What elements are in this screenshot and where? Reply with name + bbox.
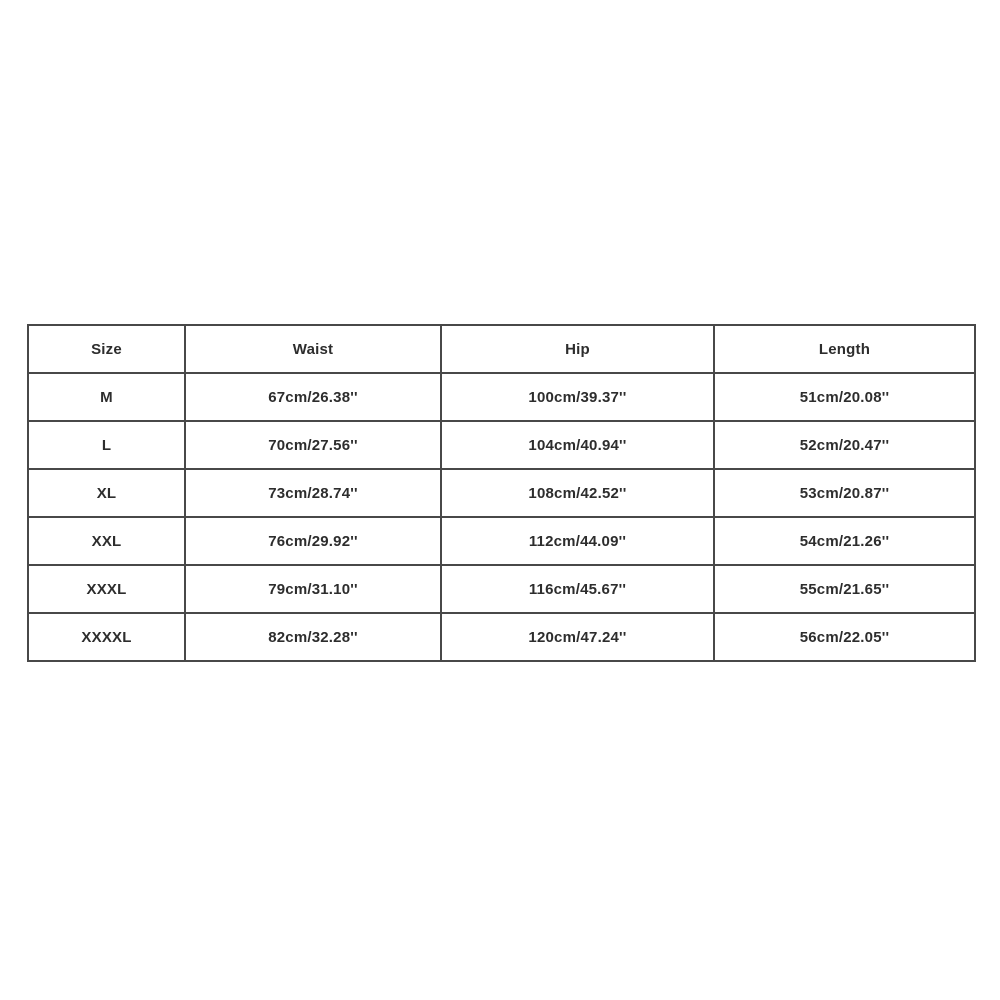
cell-hip: 100cm/39.37'' xyxy=(441,373,714,421)
cell-length: 54cm/21.26'' xyxy=(714,517,975,565)
cell-size: XXXXL xyxy=(28,613,185,661)
table-row xyxy=(28,613,975,661)
size-chart-table xyxy=(27,324,976,662)
cell-size: XL xyxy=(28,469,185,517)
table-row xyxy=(28,565,975,613)
cell-length: 55cm/21.65'' xyxy=(714,565,975,613)
table-row xyxy=(28,469,975,517)
cell-waist: 73cm/28.74'' xyxy=(185,469,441,517)
cell-hip: 112cm/44.09'' xyxy=(441,517,714,565)
column-header-length: Length xyxy=(714,325,975,373)
cell-waist: 76cm/29.92'' xyxy=(185,517,441,565)
cell-size: XXXL xyxy=(28,565,185,613)
column-header-size: Size xyxy=(28,325,185,373)
table-body xyxy=(28,373,975,661)
cell-waist: 82cm/32.28'' xyxy=(185,613,441,661)
cell-length: 52cm/20.47'' xyxy=(714,421,975,469)
cell-length: 56cm/22.05'' xyxy=(714,613,975,661)
cell-size: M xyxy=(28,373,185,421)
cell-hip: 108cm/42.52'' xyxy=(441,469,714,517)
cell-hip: 120cm/47.24'' xyxy=(441,613,714,661)
cell-hip: 116cm/45.67'' xyxy=(441,565,714,613)
cell-waist: 79cm/31.10'' xyxy=(185,565,441,613)
cell-length: 53cm/20.87'' xyxy=(714,469,975,517)
table-row xyxy=(28,421,975,469)
cell-length: 51cm/20.08'' xyxy=(714,373,975,421)
cell-waist: 70cm/27.56'' xyxy=(185,421,441,469)
header-row xyxy=(28,325,975,373)
column-header-waist: Waist xyxy=(185,325,441,373)
table-row xyxy=(28,517,975,565)
cell-hip: 104cm/40.94'' xyxy=(441,421,714,469)
cell-size: XXL xyxy=(28,517,185,565)
column-header-hip: Hip xyxy=(441,325,714,373)
table-header xyxy=(28,325,975,373)
table-row xyxy=(28,373,975,421)
cell-size: L xyxy=(28,421,185,469)
size-chart xyxy=(27,324,974,662)
cell-waist: 67cm/26.38'' xyxy=(185,373,441,421)
